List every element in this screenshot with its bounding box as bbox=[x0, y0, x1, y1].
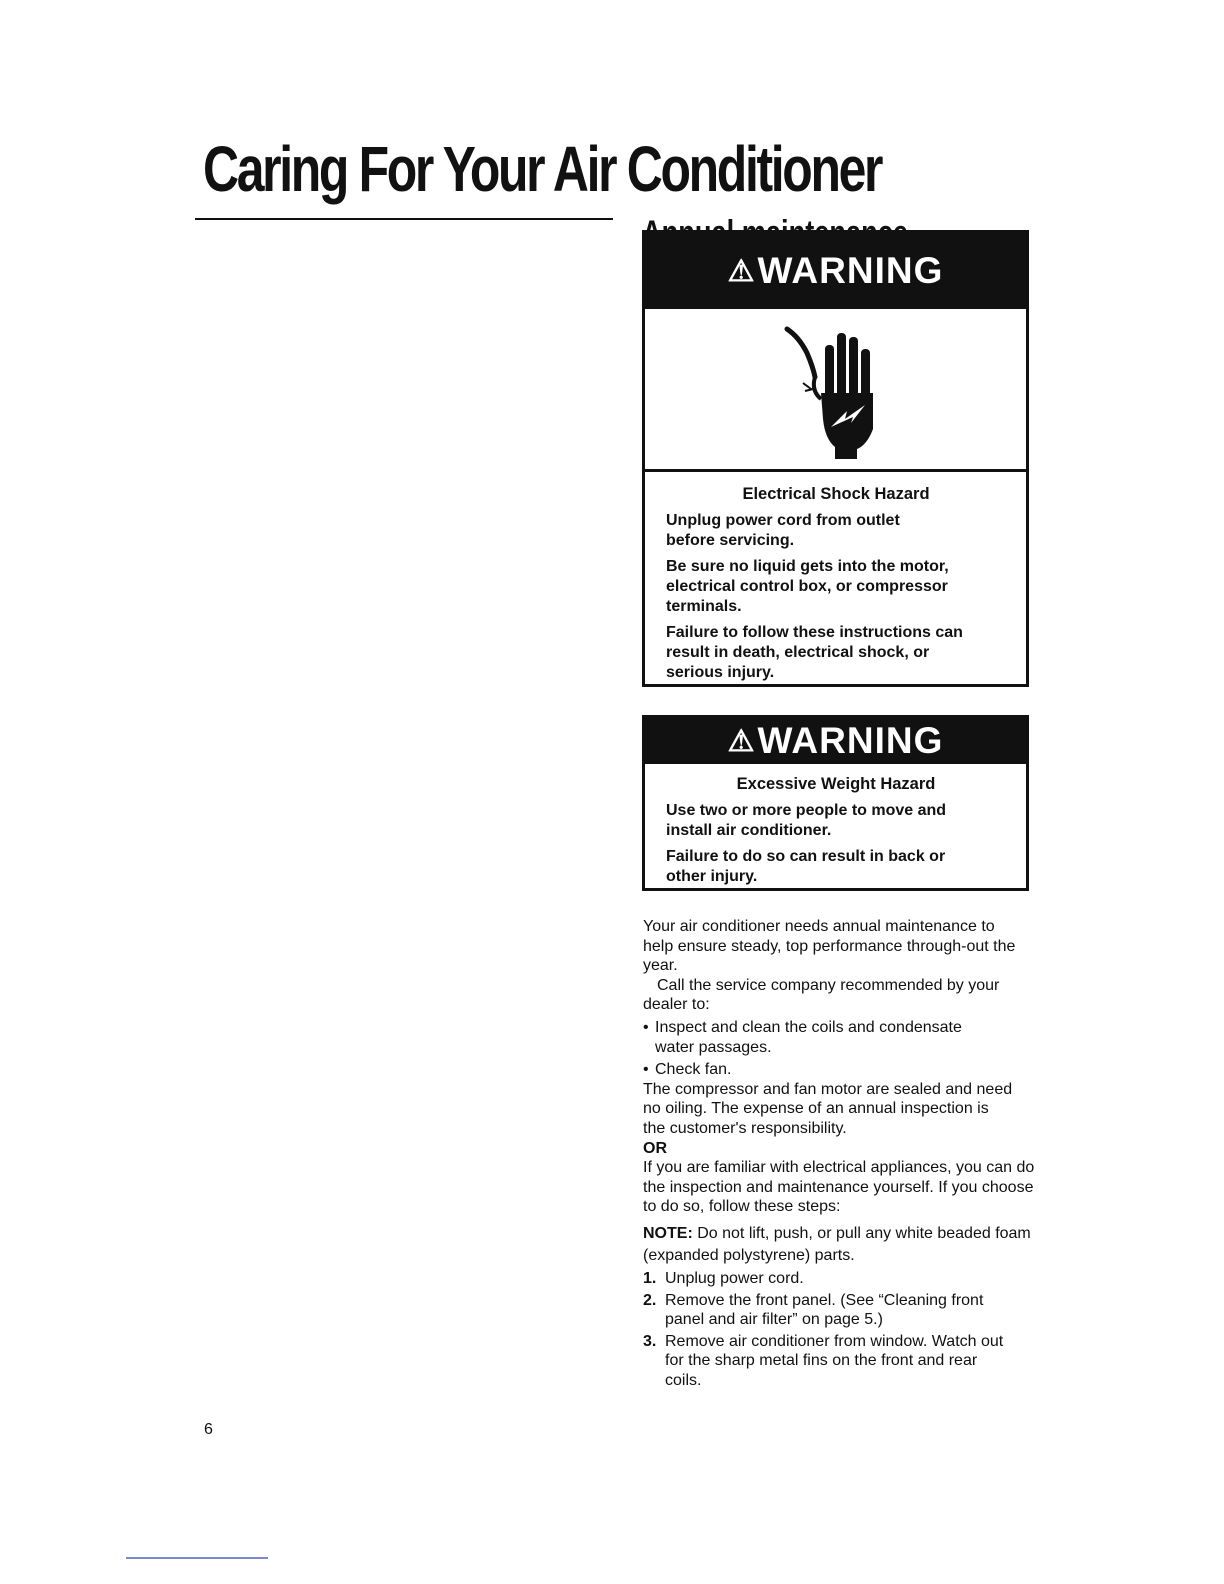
title-rule bbox=[195, 218, 613, 220]
step-number: 3. bbox=[643, 1332, 657, 1350]
list-item bbox=[643, 1291, 1038, 1330]
note-paragraph bbox=[643, 1223, 1038, 1267]
bullet-icon: • bbox=[643, 1061, 649, 1079]
intro-paragraph: Your air conditioner needs annual maintenance to help ensure steady, top performance through-out the year. bbox=[643, 918, 1016, 975]
bullet-icon: • bbox=[643, 1018, 649, 1036]
electrical-warning-box bbox=[642, 230, 1029, 687]
bullet-text: Inspect and clean the coils and condensate water passages. bbox=[655, 1018, 962, 1056]
warning-body bbox=[645, 764, 1026, 901]
warning-banner-label: WARNING bbox=[757, 250, 944, 291]
sealed-paragraph: The compressor and fan motor are sealed and need no oiling. The expense of an annual inspection is the customer's responsibility. bbox=[643, 1080, 1013, 1137]
warning-triangle-icon: ⚠ bbox=[727, 255, 756, 288]
maintenance-text bbox=[643, 917, 1038, 1390]
step-text: Remove air conditioner from window. Watch out for the sharp metal fins on the front and rear coils. bbox=[665, 1332, 1004, 1389]
warning-triangle-icon: ⚠ bbox=[727, 725, 756, 758]
warning-line: Use two or more people to move and install air conditioner. bbox=[666, 802, 947, 839]
familiar-paragraph: If you are familiar with electrical appliances, you can do the inspection and maintenance yourself. If you choose to do so, follow these steps: bbox=[643, 1159, 1035, 1216]
warning-line: Be sure no liquid gets into the motor, electrical control box, or compressor terminals. bbox=[666, 558, 949, 615]
page-number: 6 bbox=[204, 1421, 213, 1438]
warning-banner-label: WARNING bbox=[757, 720, 944, 761]
step-text: Unplug power cord. bbox=[665, 1269, 804, 1287]
hazard-title: Electrical Shock Hazard bbox=[742, 485, 930, 503]
list-item bbox=[643, 1269, 1038, 1289]
warning-banner bbox=[645, 233, 1026, 309]
weight-warning-box bbox=[642, 715, 1029, 891]
bullet-text: Check fan. bbox=[655, 1061, 732, 1079]
step-number: 2. bbox=[643, 1291, 657, 1309]
warning-line: Unplug power cord from outlet before servicing. bbox=[666, 512, 900, 549]
page-title: Caring For Your Air Conditioner bbox=[203, 133, 882, 205]
list-item bbox=[643, 1060, 1038, 1080]
electric-shock-hand-icon bbox=[781, 319, 891, 459]
call-paragraph: Call the service company recommended by your dealer to: bbox=[643, 976, 1000, 1014]
warning-banner bbox=[645, 718, 1026, 764]
step-number: 1. bbox=[643, 1269, 657, 1287]
note-label: NOTE: bbox=[643, 1224, 693, 1242]
or-label: OR bbox=[643, 1139, 667, 1157]
list-item bbox=[643, 1018, 1038, 1057]
warning-line: Failure to do so can result in back or other injury. bbox=[666, 848, 946, 885]
note-text: Do not lift, push, or pull any white beaded foam (expanded polystyrene) parts. bbox=[643, 1224, 1031, 1264]
icon-area bbox=[645, 309, 1026, 472]
list-item bbox=[643, 1332, 1038, 1391]
warning-line: Failure to follow these instructions can result in death, electrical shock, or serious injury. bbox=[666, 624, 963, 681]
warning-body bbox=[645, 472, 1026, 697]
hazard-title: Excessive Weight Hazard bbox=[736, 775, 936, 793]
step-text: Remove the front panel. (See “Cleaning front panel and air filter” on page 5.) bbox=[665, 1291, 984, 1329]
footer-line bbox=[126, 1557, 268, 1559]
